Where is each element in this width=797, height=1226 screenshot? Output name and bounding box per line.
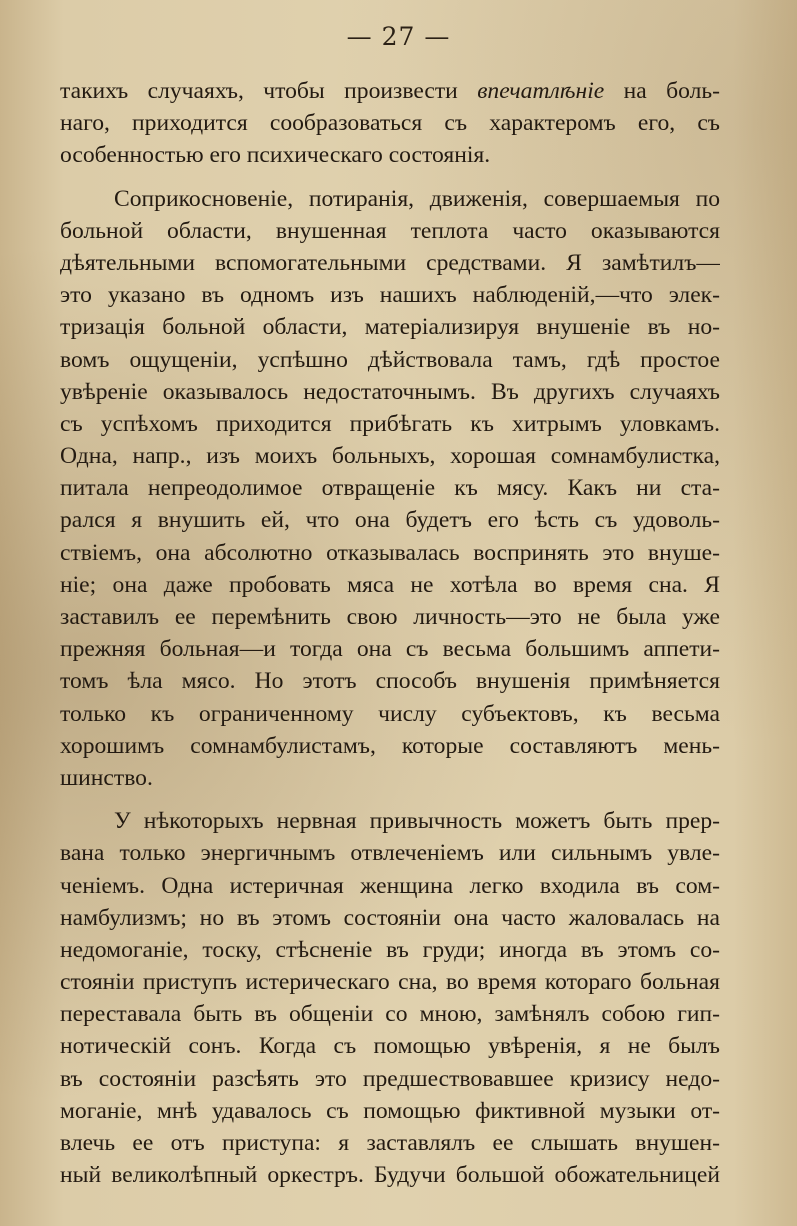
page-number: — 27 —	[346, 22, 451, 51]
text-line: вомъ ощущеніи, успѣшно дѣйствовала тамъ, гдѣ простое	[60, 346, 720, 373]
text-line: нотическій сонъ. Когда съ помощью увѣренія, я не былъ	[60, 1033, 720, 1060]
body-text	[60, 75, 720, 1191]
text-line: увѣреніе оказывалось недостаточнымъ. Въ другихъ случаяхъ	[60, 378, 720, 405]
text-line: заставилъ ее перемѣнить свою личность—это не была уже	[60, 604, 720, 630]
text-line: Одна, напр., изъ моихъ больныхъ, хорошая сомнамбулистка,	[60, 443, 720, 470]
paragraph-1	[60, 75, 720, 172]
text-line: въ состояніи разсѣять это предшествовавшее кризису недо-	[60, 1065, 720, 1092]
text-line: ченіемъ. Одна истеричная женщина легко входила въ сом-	[60, 872, 720, 899]
text-line: переставала быть въ общеніи со мною, замѣнялъ собою гип-	[60, 1001, 720, 1028]
text-line: недомоганіе, тоску, стѣсненіе въ груди; иногда въ этомъ со-	[60, 936, 720, 963]
text-line: больной области, внушенная теплота часто оказываются	[60, 217, 720, 244]
text-line: шинство.	[60, 764, 153, 791]
text-line: рался я внушить ей, что она будетъ его ѣсть съ удоволь-	[60, 507, 720, 534]
paragraph-2	[60, 183, 720, 795]
text-line: только къ ограниченному числу субъектовъ, къ весьма	[60, 700, 720, 727]
text-line: прежняя больная—и тогда она съ весьма большимъ аппети-	[60, 636, 720, 663]
emphasized-word: впечатлѣніе	[477, 78, 605, 104]
text-line: это указано въ одномъ изъ нашихъ наблюденій,—что элек-	[60, 282, 720, 309]
text-line: такихъ случаяхъ, чтобы произвести впечатлѣніе на боль-	[60, 78, 720, 104]
text-line: съ успѣхомъ приходится прибѣгать къ хитрымъ уловкамъ.	[60, 410, 720, 437]
text-line: особенностью его психическаго состоянія.	[60, 142, 491, 169]
text-line: вана только энергичнымъ отвлеченіемъ или сильнымъ увле-	[60, 840, 720, 867]
paragraph-3	[60, 805, 720, 1191]
text-line: намбулизмъ; но въ этомъ состояніи она часто жаловалась на	[60, 904, 720, 931]
text-line: томъ ѣла мясо. Но этотъ способъ внушенія примѣняется	[60, 668, 720, 695]
text-line: стояніи приступъ истерическаго сна, во время котораго больная	[60, 969, 720, 996]
text-line: У нѣкоторыхъ нервная привычность можетъ быть прер-	[114, 808, 720, 835]
text-line: наго, приходится сообразоваться съ характеромъ его, съ	[60, 110, 720, 137]
text-line: ніе; она даже пробовать мяса не хотѣла во время сна. Я	[60, 571, 720, 598]
text-line: тризація больной области, матеріализируя внушеніе въ но-	[60, 314, 720, 341]
text-line: дѣятельными вспомогательными средствами. Я замѣтилъ—	[60, 249, 720, 276]
text-line: хорошимъ сомнамбулистамъ, которые составляютъ мень-	[60, 732, 720, 759]
text-line: моганіе, мнѣ удавалось съ помощью фиктивной музыки от-	[60, 1097, 720, 1124]
text-line: питала непреодолимое отвращеніе къ мясу. Какъ ни ста-	[60, 475, 720, 502]
text-line: ный великолѣпный оркестръ. Будучи большой обожательницей	[60, 1162, 720, 1189]
text-line: Соприкосновеніе, потиранія, движенія, совершаемыя по	[114, 185, 720, 212]
text-line: ствіемъ, она абсолютно отказывалась воспринять это внуше-	[60, 539, 720, 566]
text-line: влечь ее отъ приступа: я заставлялъ ее слышать внушен-	[60, 1130, 720, 1156]
